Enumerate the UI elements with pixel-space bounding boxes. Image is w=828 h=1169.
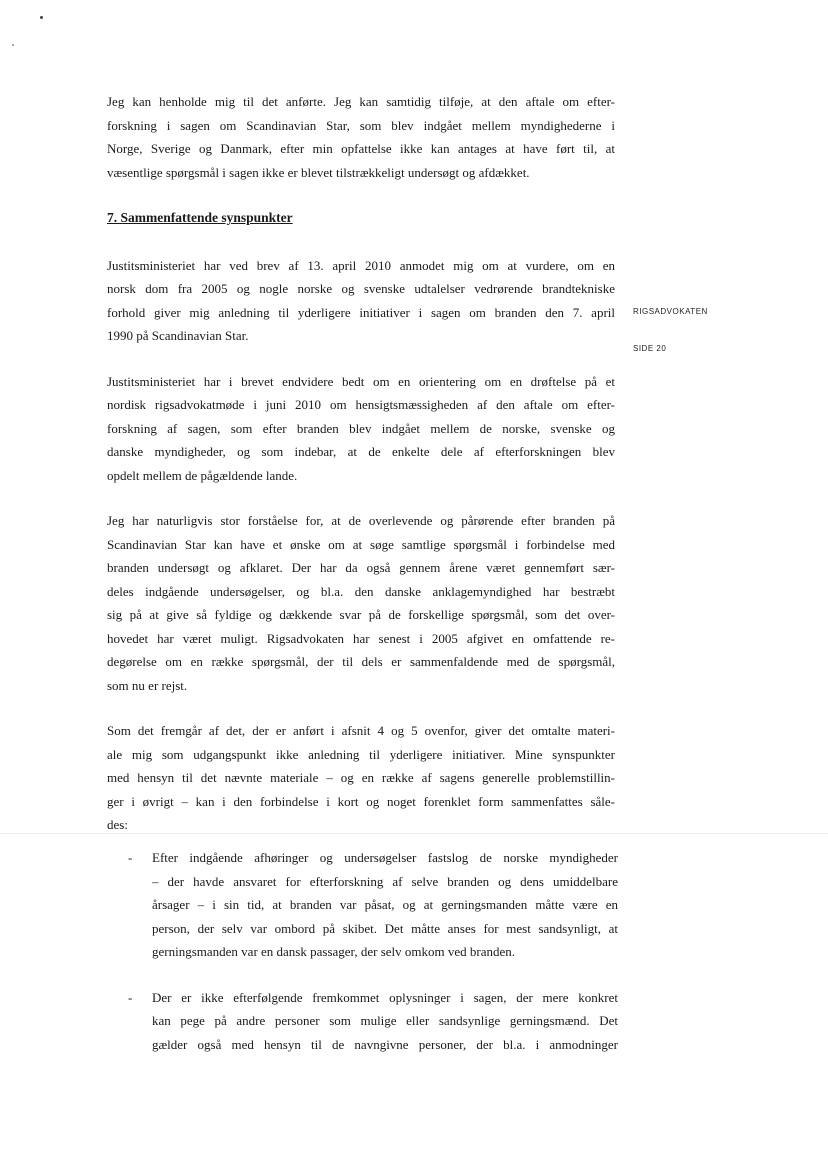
text-line: gerningsmanden var en dansk passager, der selv omkom ved branden. — [152, 944, 516, 959]
text-line: ale mig som udgangspunkt ikke anledning til yderligere initiativer. Mine synspunkter — [107, 746, 615, 762]
text-line: nordisk rigsadvokatmøde i juni 2010 om hensigtsmæssigheden af den aftale om efter- — [107, 397, 615, 412]
text-line: Som det fremgår af det, der er anført i afsnit 4 og 5 ovenfor, giver det omtalte materi- — [107, 723, 615, 738]
text-line: hovedet har været muligt. Rigsadvokaten har senest i 2005 afgivet en omfattende re- — [107, 630, 615, 646]
text-line: degørelse om en række spørgsmål, der til dels er sammenfaldende med de spørgsmål, — [107, 654, 615, 669]
text-line: forhold giver mig anledning til yderligere initiativer i sagen om branden den 7. april — [107, 304, 615, 320]
list-item — [128, 986, 618, 1057]
text-line: norsk dom fra 2005 og nogle norske og svenske udtalelser vedrørende brandtekniske — [107, 281, 615, 296]
text-line: des: — [107, 817, 128, 832]
text-line: forskning af sagen, som efter branden blev indgået mellem de norske, svenske og — [107, 420, 615, 436]
paragraph-2 — [107, 254, 615, 348]
text-line: Justitsministeriet har ved brev af 13. april 2010 anmodet mig om at vurdere, om en — [107, 257, 615, 273]
bullet-list — [128, 846, 618, 1078]
text-line: person, der selv var ombord på skibet. Det måtte anses for mest sandsynligt, at — [152, 920, 618, 936]
text-line: væsentlige spørgsmål i sagen ikke er blevet tilstrækkeligt undersøgt og afdækket. — [107, 164, 530, 180]
paragraph-3 — [107, 370, 615, 488]
text-line: Jeg har naturligvis stor forståelse for, at de overlevende og pårørende efter branden på — [107, 513, 615, 528]
text-line: Scandinavian Star kan have et ønske om at søge samtlige spørgsmål i forbindelse med — [107, 536, 615, 552]
text-line: 1990 på Scandinavian Star. — [107, 328, 249, 343]
text-line: Justitsministeriet har i brevet endvidere bedt om en orientering om en drøftelse på et — [107, 373, 615, 389]
text-line: som nu er rejst. — [107, 677, 188, 693]
paragraph-4 — [107, 509, 615, 697]
text-line: danske myndigheder, og som indebar, at de enkelte dele af efterforskningen blev — [107, 444, 615, 459]
text-line: Efter indgående afhøringer og undersøgelser fastslog de norske myndigheder — [152, 850, 618, 865]
scan-fold-line — [0, 833, 828, 834]
text-line: sig på at give så fyldige og dækkende svar på de forskellige spørgsmål, som det over- — [107, 607, 615, 622]
paragraph-5 — [107, 719, 615, 837]
scan-speck — [12, 44, 14, 46]
sidebar-org-label: RIGSADVOKATEN — [633, 307, 708, 316]
bullet-dash: - — [128, 989, 133, 1005]
bullet-dash: - — [128, 850, 133, 865]
scan-speck — [40, 16, 43, 19]
sidebar-page-number: SIDE 20 — [633, 344, 667, 353]
text-line: Der er ikke efterfølgende fremkommet oplysninger i sagen, der mere konkret — [152, 989, 618, 1005]
text-line: med hensyn til det nævnte materiale – og en række af sagens generelle problemstillin- — [107, 770, 615, 785]
text-line: Jeg kan henholde mig til det anførte. Jeg kan samtidig tilføje, at den aftale om efter- — [107, 94, 615, 109]
paragraph-1 — [107, 90, 615, 184]
section-heading: 7. Sammenfattende synspunkter — [107, 210, 293, 225]
text-line: Norge, Sverige og Danmark, efter min opfattelse ikke kan antages at have ført til, at — [107, 141, 615, 156]
text-line: ger i øvrigt – kan i den forbindelse i kort og noget forenklet form sammenfattes såle- — [107, 793, 615, 809]
text-line: branden undersøgt og afklaret. Der har da også gennem årene været gennemført sær- — [107, 560, 615, 575]
body-column — [107, 90, 615, 859]
text-line: forskning i sagen om Scandinavian Star, som blev indgået mellem myndighederne i — [107, 117, 615, 133]
text-line: deles indgående undersøgelser, og bl.a. den danske anklagemyndighed har bestræbt — [107, 583, 615, 599]
list-item — [128, 846, 618, 964]
text-line: kan pege på andre personer som mulige eller sandsynlige gerningsmænd. Det — [152, 1013, 618, 1028]
text-line: gælder også med hensyn til de navngivne personer, der bl.a. i anmodninger — [152, 1036, 618, 1052]
text-line: årsager – i sin tid, at branden var påsat, og at gerningsmanden måtte være en — [152, 897, 618, 912]
text-line: opdelt mellem de pågældende lande. — [107, 467, 298, 483]
text-line: – der havde ansvaret for efterforskning af selve branden og dens umiddelbare — [152, 873, 618, 889]
